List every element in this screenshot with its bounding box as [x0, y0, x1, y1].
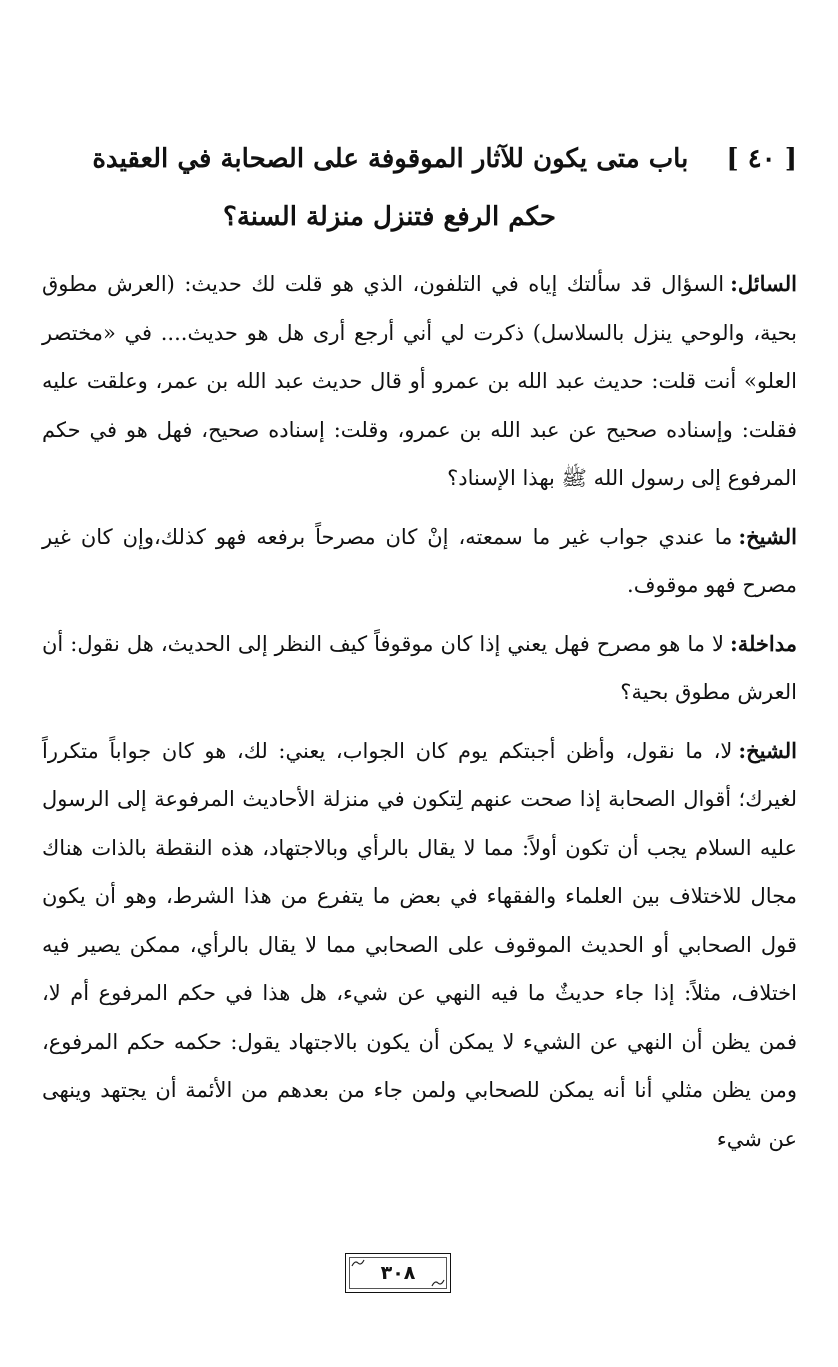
speaker-label: مداخلة: [729, 630, 797, 656]
paragraph-sheikh-answer-2 [42, 727, 797, 1164]
page-body [42, 130, 797, 1173]
chapter-heading [42, 130, 797, 246]
chapter-subtitle: حكم الرفع فتنزل منزلة السنة؟ [223, 202, 556, 232]
speaker-label: الشيخ: [738, 523, 797, 549]
paragraph-text: لا ما هو مصرح فهل يعني إذا كان موقوفاً كيف النظر إلى الحديث، هل نقول: أن العرش مطوق بحية؟ [42, 631, 797, 704]
page-number: ٣٠٨ [380, 1262, 416, 1284]
paragraph-interjection [42, 620, 797, 717]
speaker-label: الشيخ: [738, 737, 797, 763]
paragraph-text: لا، ما نقول، وأظن أجبتكم يوم كان الجواب، يعني: لك، هو كان جواباً متكرراً لغيرك؛ أقوال الصحابة إذا صحت عنهم لِتكون في منزلة الأحاديث المرفوعة إلى الرسول عليه السلام يجب أن تكون أولاً: مما لا يقال بالرأي وبالاجتهاد، هذه النقطة بالذات هناك مجال للاختلاف بين العلماء والفقهاء في بعض ما يتفرع من هذا الشرط، وهو أن يكون قول الصحابي أو الحديث الموقوف على الصحابي مما لا يقال بالرأي، ممكن يصير فيه اختلاف، مثلاً: إذا جاء حديثٌ ما فيه النهي عن شيء، هل هذا في حكم المرفوع أم لا، فمن يظن أن النهي عن الشيء لا يمكن أن يكون بالاجتهاد يقول: حكمه حكم المرفوع، ومن يظن مثلي أنا أنه يمكن للصحابي ولمن جاء من بعدهم من الأئمة أن يجتهد وينهى عن شيء [42, 738, 797, 1151]
speaker-label: السائل: [730, 271, 797, 296]
paragraph-text: ما عندي جواب غير ما سمعته، إنْ كان مصرحاً برفعه فهو كذلك،وإن كان غير مصرح فهو موقوف. [42, 524, 797, 597]
paragraph-text: السؤال قد سألتك إياه في التلفون، الذي هو قلت لك حديث: (العرش مطوق بحية، والوحي ينزل بالسلاسل) ذكرت لي أني أرجع أرى هل هو حديث.... في «مختصر العلو» أنت قلت: حديث عبد الله بن عمرو أو قال حديث عبد الله بن عمر، وعلقت عليه فقلت: وإسناده صحيح عن عبد الله بن عمرو، وقلت: إسناده صحيح، فهل هو في حكم المرفوع إلى رسول الله ﷺ بهذا الإسناد؟ [42, 272, 797, 490]
chapter-title: باب متى يكون للآثار الموقوفة على الصحابة في العقيدة [92, 144, 689, 174]
corner-ornament-icon [431, 1279, 445, 1287]
paragraph-questioner [42, 260, 797, 503]
paragraph-sheikh-answer-1 [42, 513, 797, 610]
chapter-number: [ ٤٠ ] [726, 144, 797, 174]
chapter-title-line-1 [42, 130, 797, 188]
corner-ornament-icon [351, 1259, 365, 1267]
page-number-frame [345, 1253, 451, 1293]
